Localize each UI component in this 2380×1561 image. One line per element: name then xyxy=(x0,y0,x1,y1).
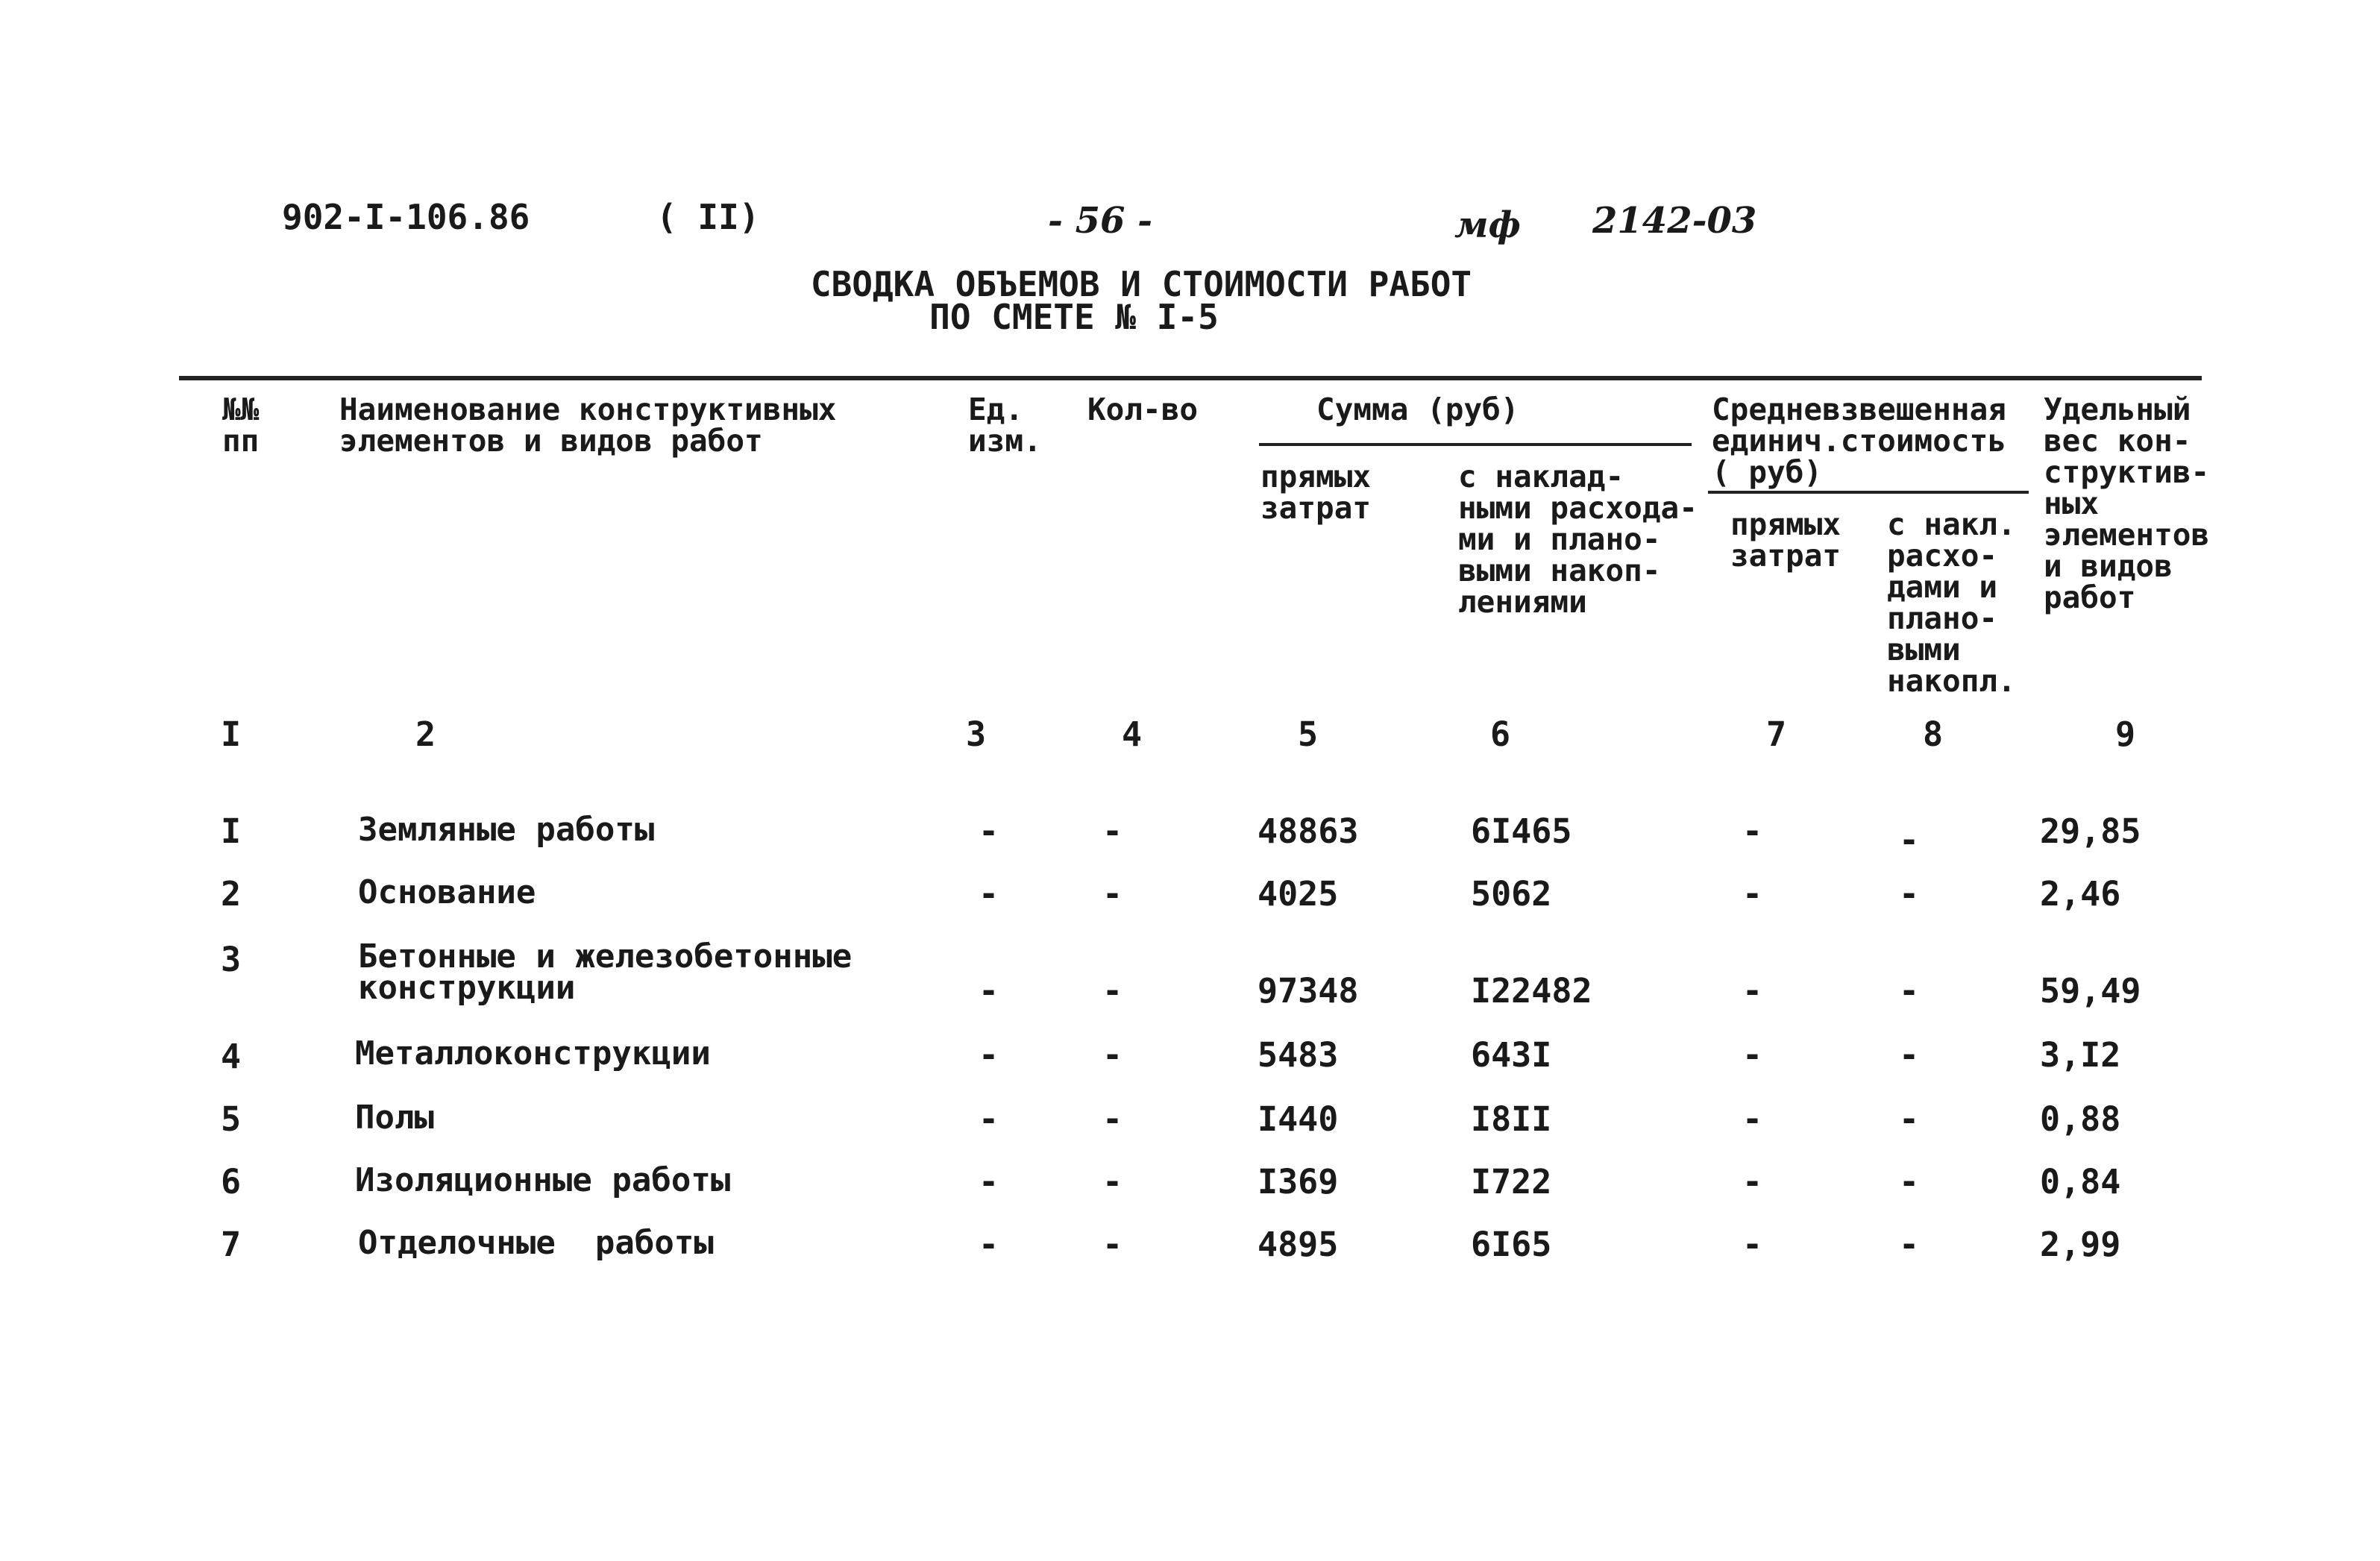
row-number: 7 xyxy=(221,1225,242,1264)
header-name: Наименование конструктивных элементов и видов работ xyxy=(339,392,837,459)
row-overhead: 6I65 xyxy=(1471,1225,1552,1264)
row-avg-direct: - xyxy=(1742,811,1763,851)
row-number: 6 xyxy=(221,1162,242,1202)
row-avg-overhead: - xyxy=(1899,1162,1920,1202)
row-unit: - xyxy=(979,874,999,914)
row-unit: - xyxy=(979,1035,999,1075)
header-share: Удельный вес кон- структив- ных элементов и видов работ xyxy=(2044,392,2210,615)
row-number: 5 xyxy=(221,1099,242,1139)
table-top-rule xyxy=(179,376,2202,380)
row-qty: - xyxy=(1102,971,1123,1011)
row-direct: 5483 xyxy=(1257,1035,1339,1075)
col-number: 9 xyxy=(2115,714,2136,754)
row-overhead: I22482 xyxy=(1471,971,1592,1011)
col-number: 2 xyxy=(415,714,436,754)
row-avg-overhead: - xyxy=(1899,1035,1920,1075)
header-num: №№ пп xyxy=(222,392,260,459)
row-name: Полы xyxy=(355,1099,434,1137)
row-overhead: I722 xyxy=(1471,1162,1552,1202)
header-avg-overhead: с накл. расхо- дами и плано- выми накопл. xyxy=(1887,506,2016,699)
row-qty: - xyxy=(1102,874,1123,914)
row-avg-direct: - xyxy=(1742,1099,1763,1139)
header-unit: Ед. изм. xyxy=(968,392,1042,459)
col-number: 7 xyxy=(1766,714,1787,754)
row-name: Изоляционные работы xyxy=(355,1161,731,1199)
row-overhead: 643I xyxy=(1471,1035,1552,1075)
row-direct: 4895 xyxy=(1257,1225,1339,1264)
row-avg-direct: - xyxy=(1742,1035,1763,1075)
row-share: 0,88 xyxy=(2040,1099,2121,1139)
header-sum-direct: прямых затрат xyxy=(1260,459,1372,526)
header-sum-group: Сумма (руб) xyxy=(1316,392,1519,427)
row-unit: - xyxy=(979,1162,999,1202)
row-share: 0,84 xyxy=(2040,1162,2121,1202)
page-number: - 56 - xyxy=(1048,200,1153,242)
row-avg-direct: - xyxy=(1742,1225,1763,1264)
row-avg-direct: - xyxy=(1742,1162,1763,1202)
row-overhead: I8II xyxy=(1471,1099,1552,1139)
col-number: 6 xyxy=(1490,714,1511,754)
section-number: ( II) xyxy=(656,197,760,237)
row-share: 59,49 xyxy=(2040,971,2141,1011)
avg-group-rule xyxy=(1708,491,2029,494)
row-number: 3 xyxy=(221,940,242,979)
row-avg-overhead: - xyxy=(1899,874,1920,914)
row-number: I xyxy=(221,811,242,851)
row-direct: 48863 xyxy=(1257,811,1359,851)
row-name: Металлоконструкции xyxy=(355,1034,711,1072)
header-qty: Кол-во xyxy=(1087,392,1199,427)
row-avg-direct: - xyxy=(1742,971,1763,1011)
row-share: 3,I2 xyxy=(2040,1035,2121,1075)
sum-group-rule xyxy=(1259,443,1692,446)
row-qty: - xyxy=(1102,1035,1123,1075)
document-title: СВОДКА ОБЪЕМОВ И СТОИМОСТИ РАБОТ xyxy=(810,264,1472,304)
row-number: 2 xyxy=(221,874,242,914)
row-avg-overhead: - xyxy=(1899,1099,1920,1139)
row-direct: 97348 xyxy=(1257,971,1359,1011)
row-overhead: 5062 xyxy=(1471,874,1552,914)
row-avg-overhead: - xyxy=(1899,971,1920,1011)
row-number: 4 xyxy=(221,1037,242,1076)
col-number: I xyxy=(221,714,242,754)
row-overhead: 6I465 xyxy=(1471,811,1572,851)
row-direct: I369 xyxy=(1257,1162,1339,1202)
row-direct: 4025 xyxy=(1257,874,1339,914)
row-share: 29,85 xyxy=(2040,811,2141,851)
row-unit: - xyxy=(979,1099,999,1139)
col-number: 8 xyxy=(1923,714,1944,754)
album-number: 2142-03 xyxy=(1592,200,1757,242)
row-direct: I440 xyxy=(1257,1099,1339,1139)
row-unit: - xyxy=(979,1225,999,1264)
row-avg-overhead: - xyxy=(1899,820,1920,860)
header-avg-group: Средневзвешенная единич.стоимость ( руб) xyxy=(1712,392,2006,490)
col-number: 5 xyxy=(1298,714,1319,754)
row-qty: - xyxy=(1102,811,1123,851)
row-name: Основание xyxy=(358,873,536,911)
row-unit: - xyxy=(979,811,999,851)
row-share: 2,46 xyxy=(2040,874,2121,914)
row-name: Бетонные и железобетонные конструкции xyxy=(358,937,853,1007)
album-prefix: мф xyxy=(1454,204,1521,246)
doc-code: 902-I-106.86 xyxy=(282,197,530,237)
header-avg-direct: прямых затрат xyxy=(1730,506,1841,574)
col-number: 3 xyxy=(966,714,987,754)
row-name: Отделочные работы xyxy=(358,1224,714,1262)
row-qty: - xyxy=(1102,1225,1123,1264)
header-sum-overhead: с наклад- ными расхода- ми и плано- выми накоп- лениями xyxy=(1458,459,1698,620)
row-name: Земляные работы xyxy=(358,811,655,849)
row-qty: - xyxy=(1102,1099,1123,1139)
row-avg-overhead: - xyxy=(1899,1225,1920,1264)
document-subtitle: ПО СМЕТЕ № I-5 xyxy=(929,297,1219,337)
row-qty: - xyxy=(1102,1162,1123,1202)
row-share: 2,99 xyxy=(2040,1225,2121,1264)
row-avg-direct: - xyxy=(1742,874,1763,914)
col-number: 4 xyxy=(1122,714,1143,754)
row-unit: - xyxy=(979,971,999,1011)
